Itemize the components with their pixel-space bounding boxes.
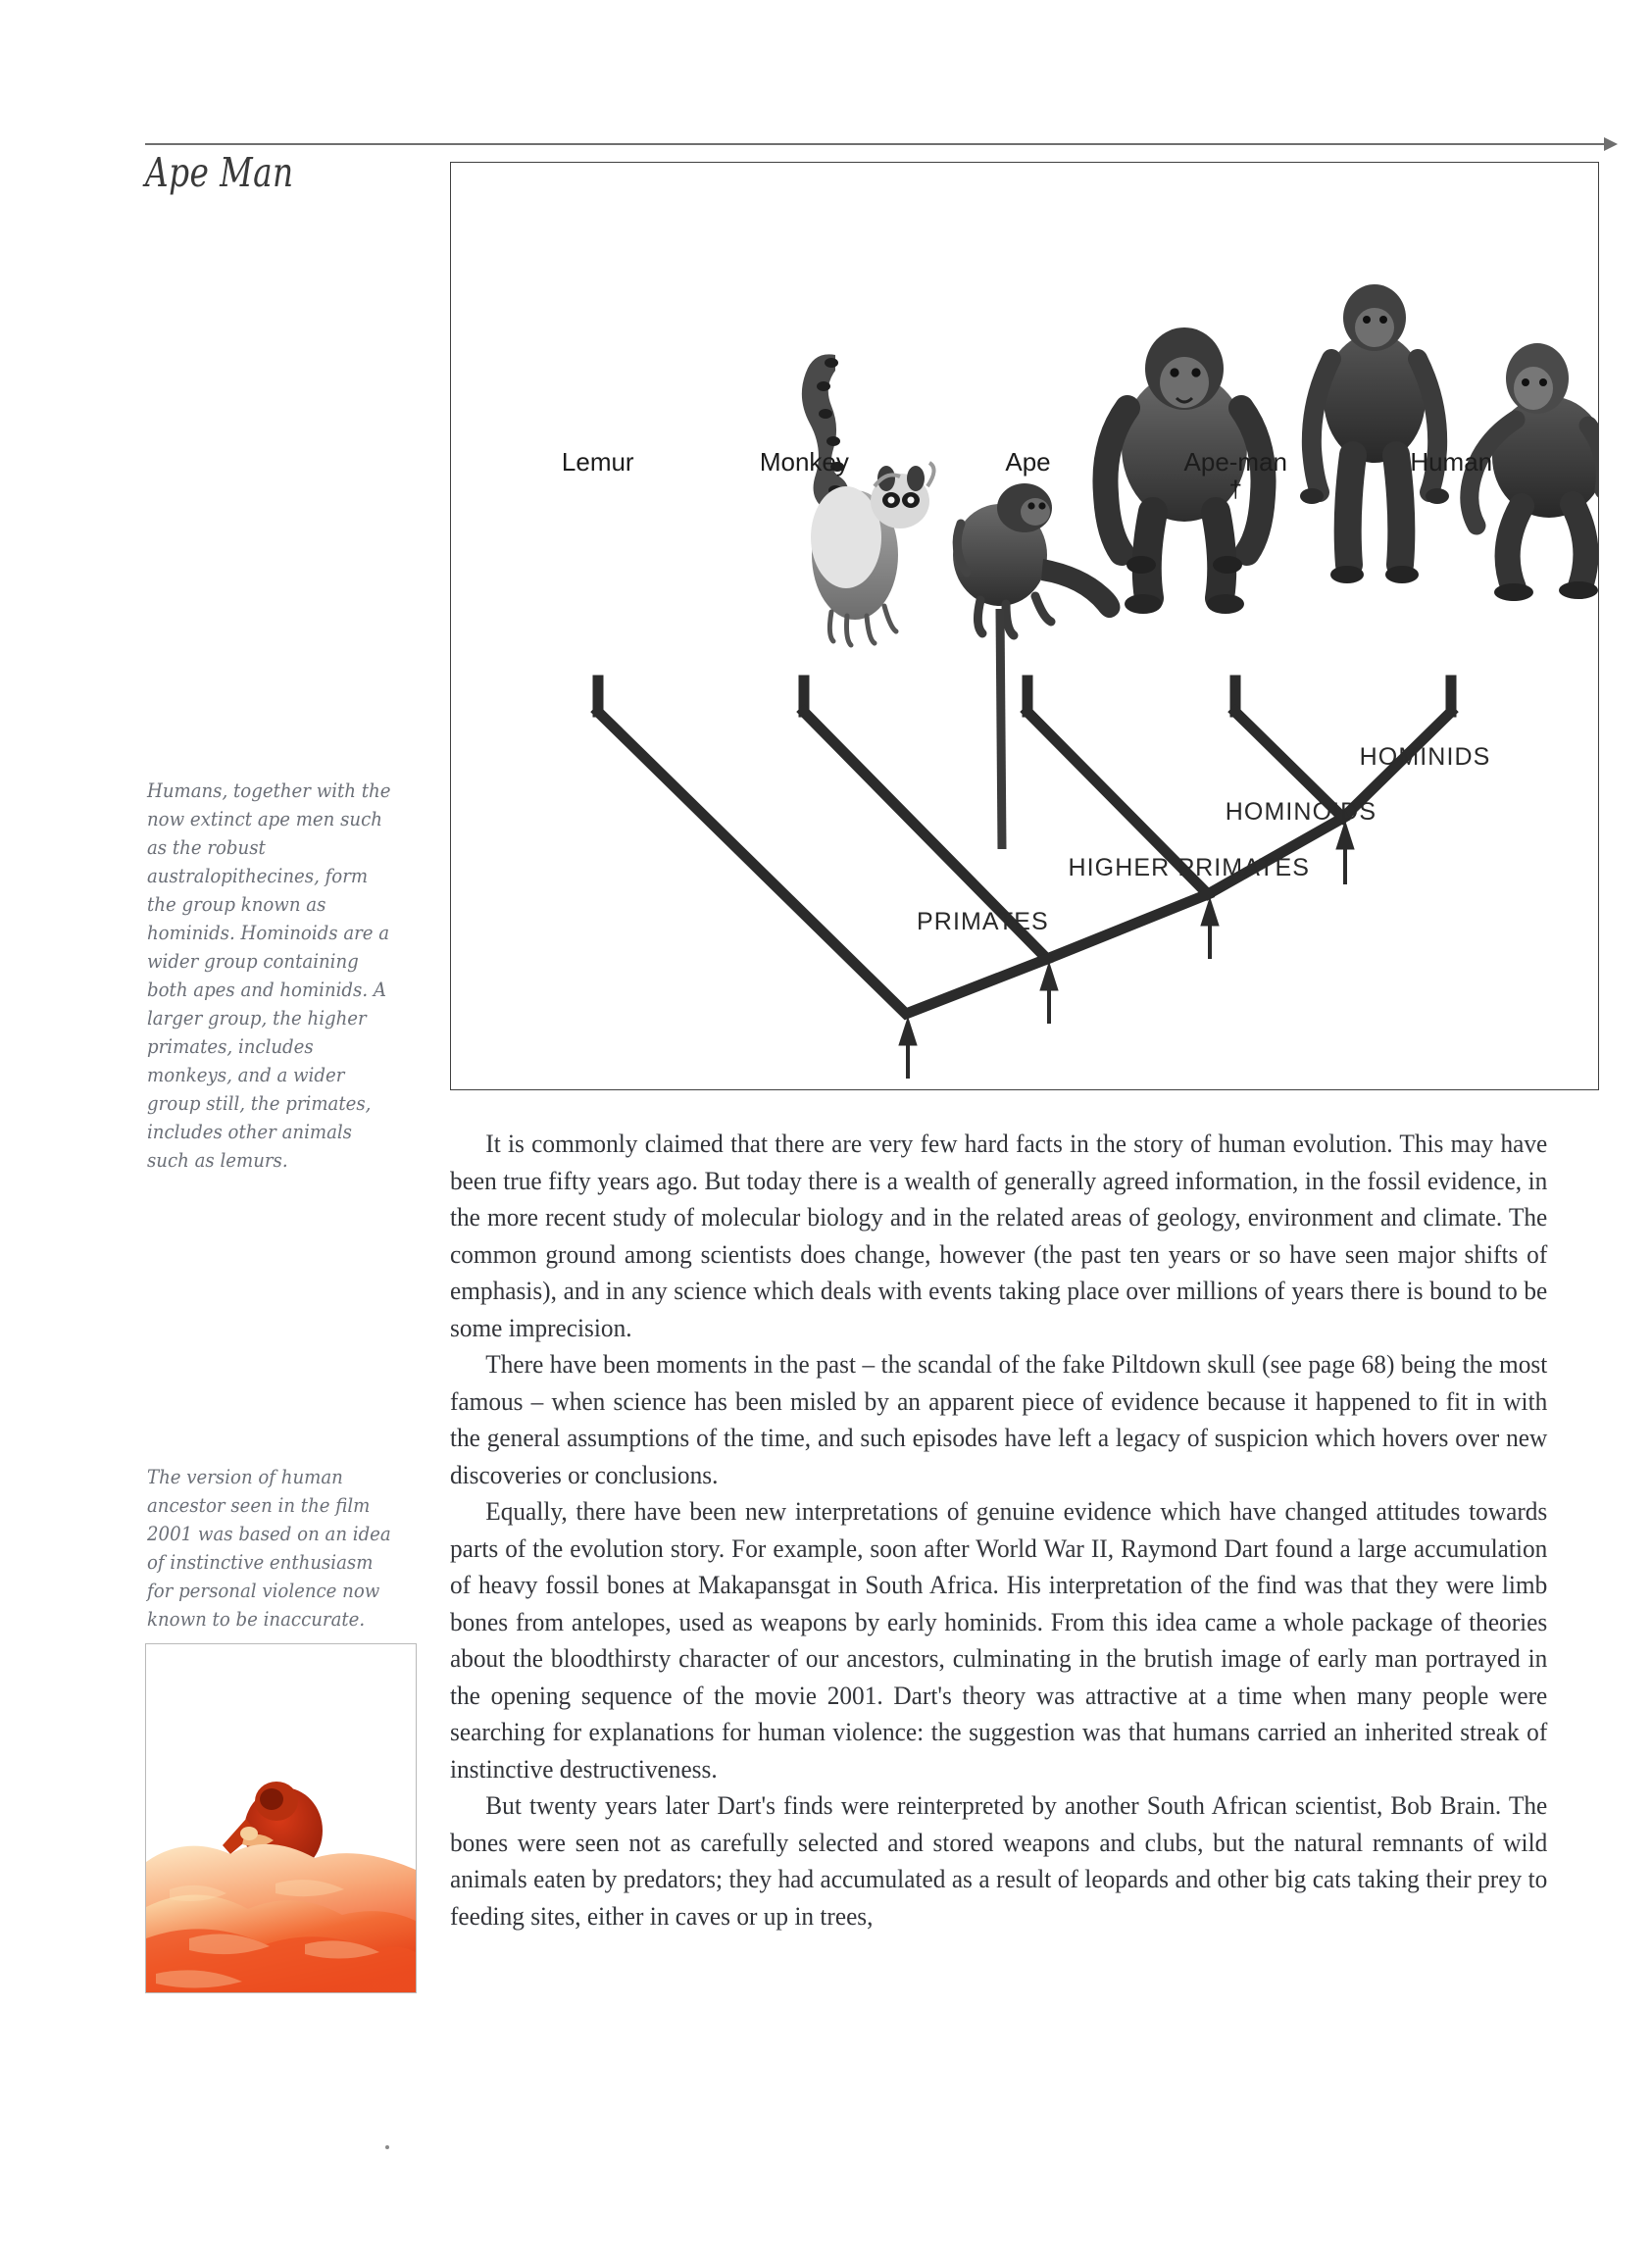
page-title: Ape Man [145, 149, 294, 196]
article-paragraph: But twenty years later Dart's finds were reinterpreted by another South African scientist, Bob Brain. The bones were seen not as carefully selected and stored weapons and clubs, but the natural remnants of wild animals eaten by predators; they had accumulated as a result of leopards and other big cats taking their prey to feeding sites, either in caves or up in trees, [450, 1790, 1548, 1931]
article-body [450, 1126, 1547, 1934]
header-rule-arrow-icon [1604, 137, 1618, 151]
clade-label-higher-primates: HIGHER PRIMATES [1068, 854, 1311, 881]
arrow-primates [899, 1018, 917, 1079]
photo-canvas [146, 1644, 416, 1992]
arrow-hominoids [1201, 898, 1219, 959]
sidebar-caption-hominids: Humans, together with the now extinct ape men such as the robust australopithecines, form the group known as hominids. Hominoids are a wider group containing both apes and hominids. A larger group, the higher primates, includes monkeys, and a wider group still, the primates, includes other animals such as lemurs. [147, 779, 391, 1172]
taxon-label-human: Human [1410, 447, 1493, 477]
clade-label-primates: PRIMATES [917, 908, 1049, 935]
cladogram-canvas [451, 163, 1598, 1089]
article-paragraph: There have been moments in the past – the scandal of the fake Piltdown skull (see page 68) being the most famous – when science has been misled by an apparent piece of evidence because it happened to fit in with the general assumptions of the time, and such episodes have left a legacy of suspicion which hovers over new discoveries or conclusions. [450, 1349, 1548, 1489]
article-paragraph: Equally, there have been new interpretations of genuine evidence which have changed attitudes towards parts of the evolution story. For example, soon after World War II, Raymond Dart found a large accumulation of heavy fossil bones at Makapansgat in South Africa. His interpretation of the find was that they were limb bones from antelopes, used as weapons by early hominids. From this idea came a whole package of theories about the bloodthirsty character of our ancestors, culminating in the brutish image of early man portrayed in the opening sequence of the movie 2001. Dart's theory was attractive at a time when many people were searching for explanations for human violence: the suggestion was that humans carried an inherited streak of instinctive destructiveness. [450, 1496, 1548, 1784]
taxon-label-ape: Ape [1005, 447, 1051, 477]
extinct-dagger-icon: † [1228, 477, 1242, 503]
illustration-ape-man [1300, 284, 1449, 583]
sidebar-caption-film-2001: The version of human ancestor seen in the film 2001 was based on an idea of instinctive enthusiasm for personal violence now known to be inaccurate. [147, 1466, 391, 1631]
clade-label-hominids: HOMINIDS [1359, 743, 1491, 771]
page-footer-mark [385, 2145, 389, 2149]
article-paragraph: It is commonly claimed that there are very few hard facts in the story of human evolution. This may have been true fifty years ago. But today there is a wealth of generally agreed information, in the fossil evidence, in the more recent study of molecular biology and in the related areas of geology, environment and climate. The common ground among scientists does change, however (the past ten years or so have seen major shifts of emphasis), and in any science which deals with events taking place over millions of years there is bound to be some imprecision. [450, 1129, 1548, 1342]
arrow-higher-primates [1040, 963, 1058, 1024]
taxon-label-monkey: Monkey [759, 447, 849, 477]
arrow-hominids [1336, 822, 1354, 884]
photo-ape-on-rocks [145, 1643, 417, 1993]
cladogram-figure [450, 162, 1599, 1090]
taxon-label-lemur: Lemur [561, 447, 634, 477]
clade-label-hominoids: HOMINOIDS [1225, 798, 1377, 826]
taxon-label-ape-man: Ape-man [1183, 447, 1288, 477]
illustration-lemur [802, 354, 934, 645]
header-rule [145, 143, 1616, 145]
